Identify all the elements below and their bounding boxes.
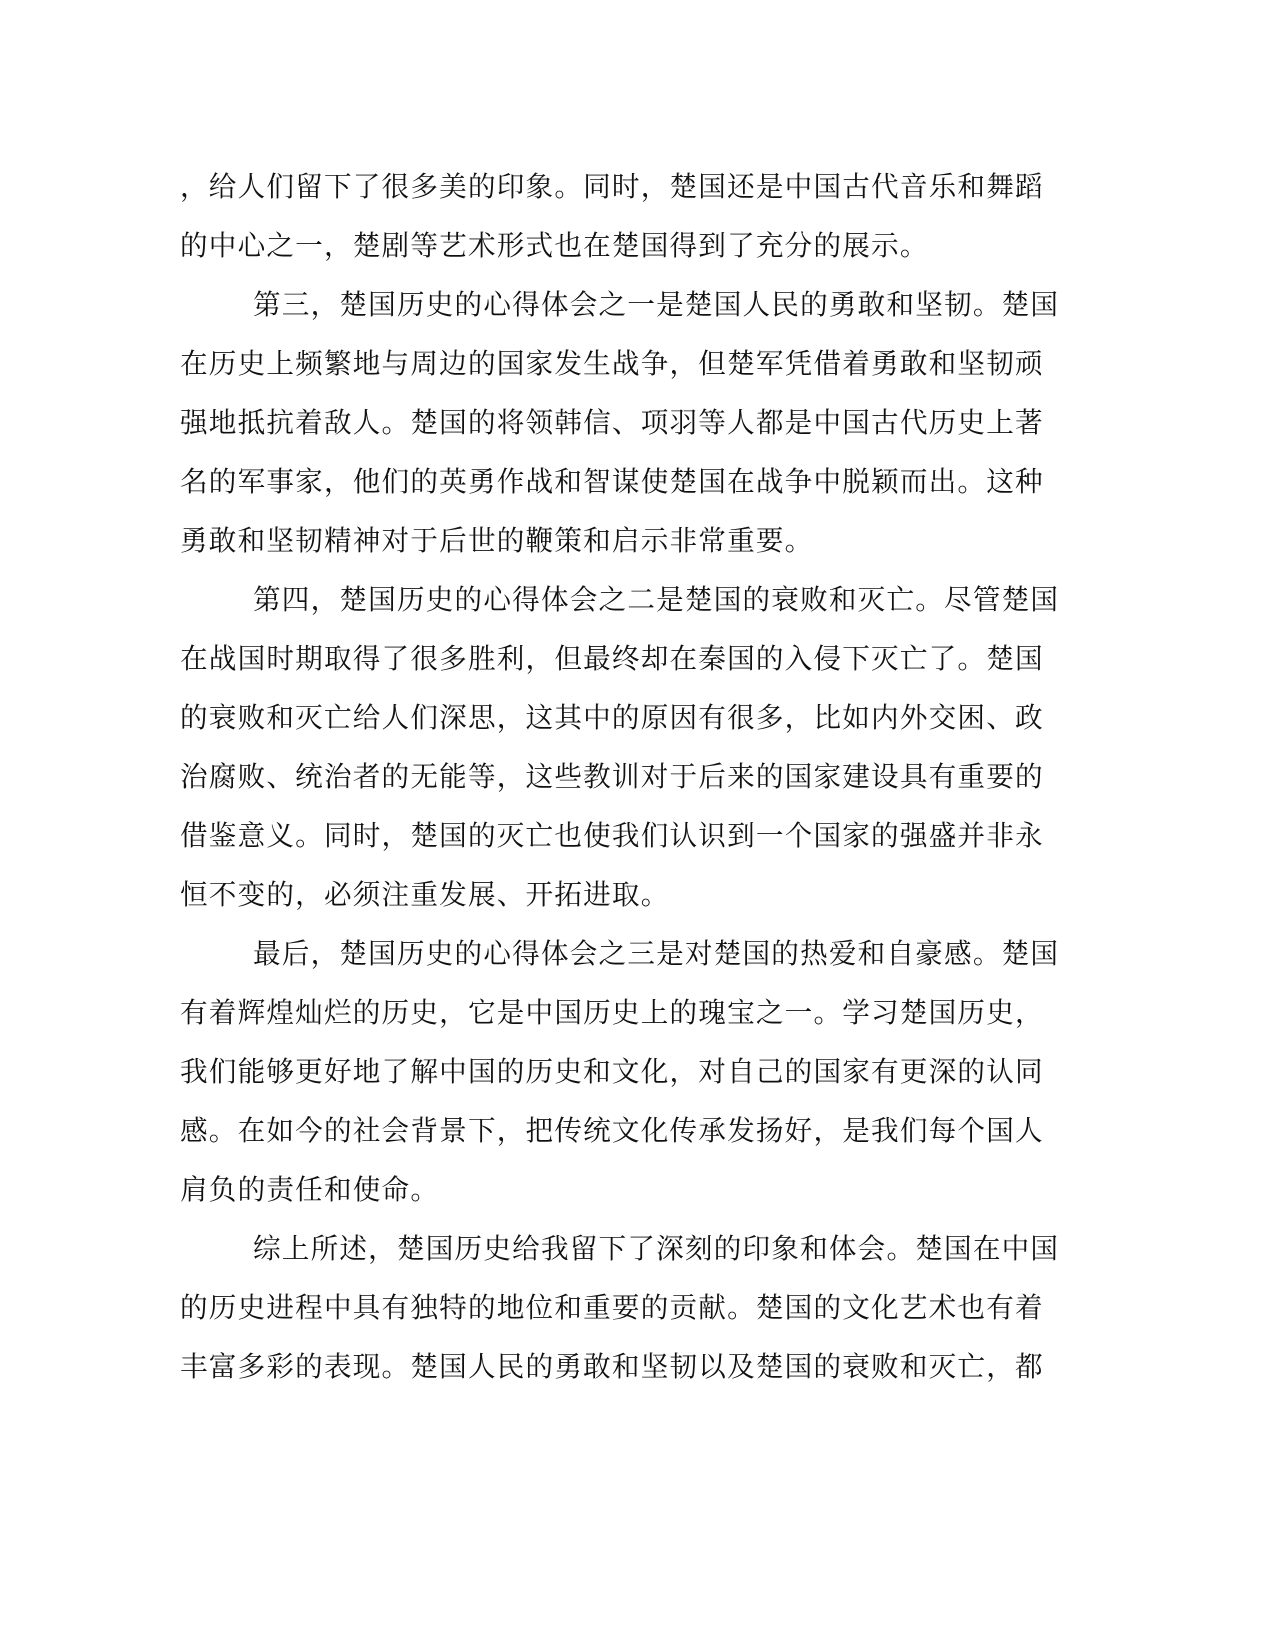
text-line: 勇敢和坚韧精神对于后世的鞭策和启示非常重要。 xyxy=(180,524,814,557)
text-line: 治腐败、统治者的无能等，这些教训对于后来的国家建设具有重要的 xyxy=(180,760,1044,793)
text-line: 丰富多彩的表现。楚国人民的勇敢和坚韧以及楚国的衰败和灭亡，都 xyxy=(180,1350,1044,1383)
text-line: 在历史上频繁地与周边的国家发生战争，但楚军凭借着勇敢和坚韧顽 xyxy=(180,347,1044,380)
text-line: 恒不变的，必须注重发展、开拓进取。 xyxy=(180,878,670,911)
text-line: 的中心之一，楚剧等艺术形式也在楚国得到了充分的展示。 xyxy=(180,229,929,262)
text-line: 在战国时期取得了很多胜利，但最终却在秦国的入侵下灭亡了。楚国 xyxy=(180,642,1044,675)
text-line: 的衰败和灭亡给人们深思，这其中的原因有很多，比如内外交困、政 xyxy=(180,701,1044,734)
paragraph-first-line: 综上所述，楚国历史给我留下了深刻的印象和体会。楚国在中国 xyxy=(253,1232,1060,1265)
text-line: 我们能够更好地了解中国的历史和文化，对自己的国家有更深的认同 xyxy=(180,1055,1044,1088)
paragraph-first-line: 第四，楚国历史的心得体会之二是楚国的衰败和灭亡。尽管楚国 xyxy=(253,583,1060,616)
text-line: ，给人们留下了很多美的印象。同时，楚国还是中国古代音乐和舞蹈 xyxy=(180,170,1044,203)
text-line: 的历史进程中具有独特的地位和重要的贡献。楚国的文化艺术也有着 xyxy=(180,1291,1044,1324)
text-line: 有着辉煌灿烂的历史，它是中国历史上的瑰宝之一。学习楚国历史， xyxy=(180,996,1044,1029)
text-line: 借鉴意义。同时，楚国的灭亡也使我们认识到一个国家的强盛并非永 xyxy=(180,819,1044,852)
text-line: 名的军事家，他们的英勇作战和智谋使楚国在战争中脱颖而出。这种 xyxy=(180,465,1044,498)
text-line: 强地抵抗着敌人。楚国的将领韩信、项羽等人都是中国古代历史上著 xyxy=(180,406,1044,439)
paragraph-first-line: 最后，楚国历史的心得体会之三是对楚国的热爱和自豪感。楚国 xyxy=(253,937,1060,970)
text-line: 感。在如今的社会背景下，把传统文化传承发扬好，是我们每个国人 xyxy=(180,1114,1044,1147)
text-line: 肩负的责任和使命。 xyxy=(180,1173,440,1206)
body-text xyxy=(180,157,1060,1396)
paragraph-first-line: 第三，楚国历史的心得体会之一是楚国人民的勇敢和坚韧。楚国 xyxy=(253,288,1060,321)
